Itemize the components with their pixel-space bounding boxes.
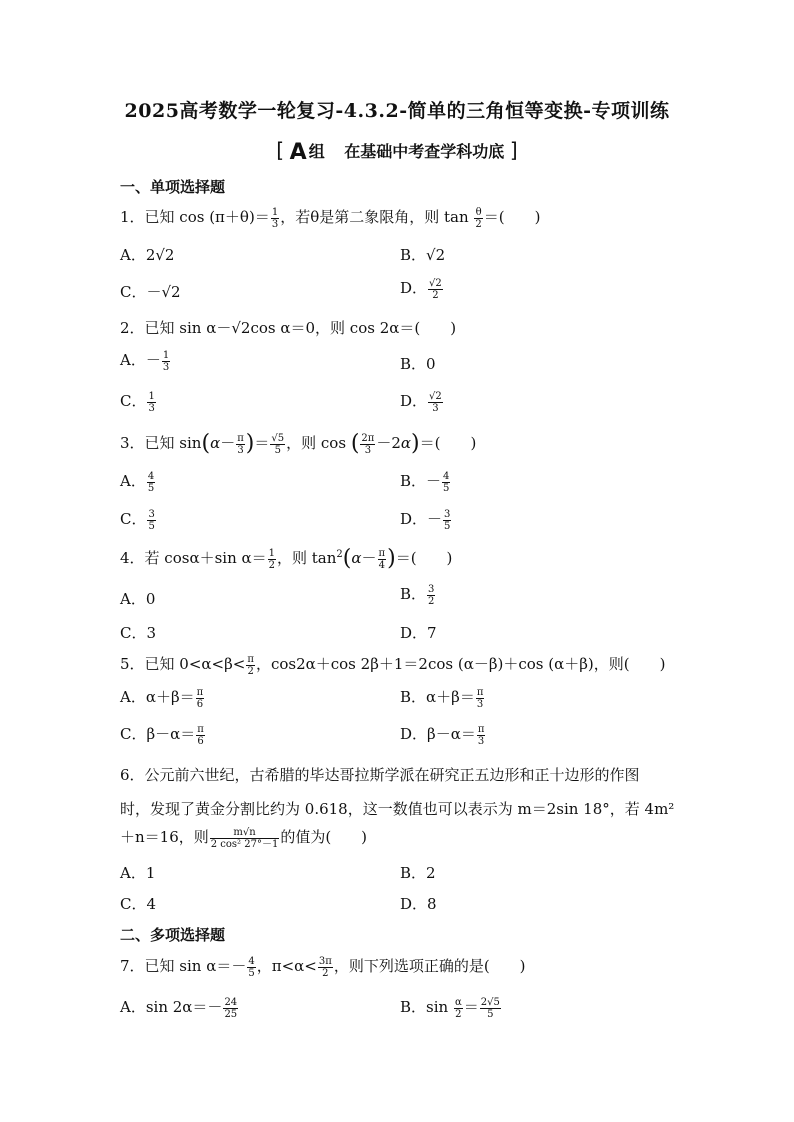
question-4: 4．若 cosα＋sin α＝ $\frac{1}{2}$ ，则 $\tan^2(\alpha-$ $\frac{\pi}{4}$ )＝( ) [120,546,453,571]
q4-stem-mid: ，则 tan [277,549,337,567]
q4-option-d: D．7 [400,624,437,642]
q3-option-c: C． $\frac{3}{5}$ [120,508,155,532]
q3-stem-pre: 3．已知 sin [120,434,202,452]
q1-stem-pre: 1．已知 cos (π＋θ)＝ [120,208,270,226]
q7-stem-mid: ，π<α< [256,957,317,975]
q4-stem-post: ＝( ) [395,549,453,567]
q7-option-a: A．sin 2α＝－ $\frac{24}{25}$ [120,996,238,1020]
group-banner [0,138,794,165]
question-2: 2．已知 sin α－√2cos α＝0，则 cos 2α＝( ) [120,319,457,337]
q1-fraction-2: $\frac{\theta}{2}$ [475,206,482,230]
q3-fraction-b: $\frac{2\pi}{3}$ [361,432,375,456]
q6-fraction: $\frac{m√n}{\text{2 cos² 27°－1}}$ [210,826,279,850]
q2-option-b: B．0 [400,355,436,373]
q3-option-a: A． $\frac{4}{5}$ [120,470,155,494]
section-single-choice: 一、单项选择题 [120,178,226,196]
q3-fraction-a: $\frac{\pi}{3}$ [237,432,244,456]
q3-option-d: D．－ $\frac{3}{5}$ [400,508,451,532]
q1-stem-mid: ，若θ是第二象限角，则 tan [280,208,474,226]
q5-option-c: C．β－α＝ $\frac{\pi}{6}$ [120,723,204,747]
question-5 [120,653,665,677]
right-bracket: ] [509,138,518,162]
question-6-line-3: ＋n＝16，则 $\frac{m√n}{\text{2 cos² 27°－1}}$ 的值为( ) [120,826,368,850]
q4-fraction-2: $\frac{\pi}{4}$ [378,547,386,571]
q4-option-c: C．3 [120,624,157,642]
group-a-badge: A [289,140,307,165]
question-1 [120,206,540,230]
q5-option-d: D．β－α＝ $\frac{\pi}{3}$ [400,723,485,747]
page-title: 2025高考数学一轮复习-4.3.2-简单的三角恒等变换-专项训练 [124,100,670,122]
q1-option-c: C．－√2 [120,283,181,301]
q3-fraction-r: $\frac{√5}{5}$ [271,432,285,456]
q7-fraction-2: $\frac{3\pi}{2}$ [318,955,332,979]
q1-option-d: D． $\frac{√2}{2}$ [400,277,442,301]
q5-option-a: A．α＋β＝ $\frac{\pi}{6}$ [120,686,204,710]
q1-option-a: A．2√2 [120,246,175,264]
q3-stem-mid: ，则 cos [286,434,351,452]
q6-option-b: B．2 [400,864,436,882]
q2-option-c: C． $\frac{1}{3}$ [120,390,155,414]
q5-fraction: $\frac{\pi}{2}$ [247,653,254,677]
q7-option-b: B．sin $\frac{\alpha}{2}$ ＝ $\frac{2√5}{5}$ [400,996,500,1020]
q4-stem-pre: 4．若 cosα＋sin α＝ [120,549,267,567]
q5-stem-pre: 5．已知 0<α<β< [120,655,246,673]
left-bracket: [ [276,138,285,162]
q7-stem-pre: 7．已知 sin α＝－ [120,957,247,975]
q6-option-c: C．4 [120,895,157,913]
q6-option-a: A．1 [120,864,156,882]
question-3: 3．已知 sin(α－ $\frac{\pi}{3}$ )＝ $\frac{√5}{5}$ ，则 cos ( $\frac{2\pi}{3}$ －2α)＝( ) [120,431,477,456]
group-label: 组 [308,142,325,161]
q6-option-d: D．8 [400,895,437,913]
q1-stem-post: ＝( ) [483,208,541,226]
q7-stem-post: ，则下列选项正确的是( ) [333,957,526,975]
q3-option-b: B．－ $\frac{4}{5}$ [400,470,450,494]
q4-option-b: B． $\frac{3}{2}$ [400,583,435,607]
q5-stem-post: ，cos2α＋cos 2β＋1＝2cos (α－β)＋cos (α＋β)，则( ) [255,655,666,673]
section-multiple-choice: 二、多项选择题 [120,926,226,944]
group-subtitle: 在基础中考查学科功底 [344,142,505,161]
q3-stem-post: ＝( ) [419,434,477,452]
q2-option-a: A．－ $\frac{1}{3}$ [120,349,170,373]
q4-option-a: A．0 [120,590,156,608]
question-6-line-2: 时，发现了黄金分割比约为 0.618，这一数值也可以表示为 m＝2sin 18°，若 4m² [120,800,675,818]
q2-option-d: D． $\frac{√2}{3}$ [400,390,442,414]
question-7 [120,955,526,979]
q7-fraction-1: $\frac{4}{5}$ [248,955,255,979]
q1-option-b: B．√2 [400,246,446,264]
q4-fraction-1: $\frac{1}{2}$ [268,547,275,571]
question-6-line-1: 6．公元前六世纪，古希腊的毕达哥拉斯学派在研究正五边形和正十边形的作图 [120,766,640,784]
q1-fraction-1: $\frac{1}{3}$ [271,206,279,230]
q5-option-b: B．α＋β＝ $\frac{\pi}{3}$ [400,686,484,710]
